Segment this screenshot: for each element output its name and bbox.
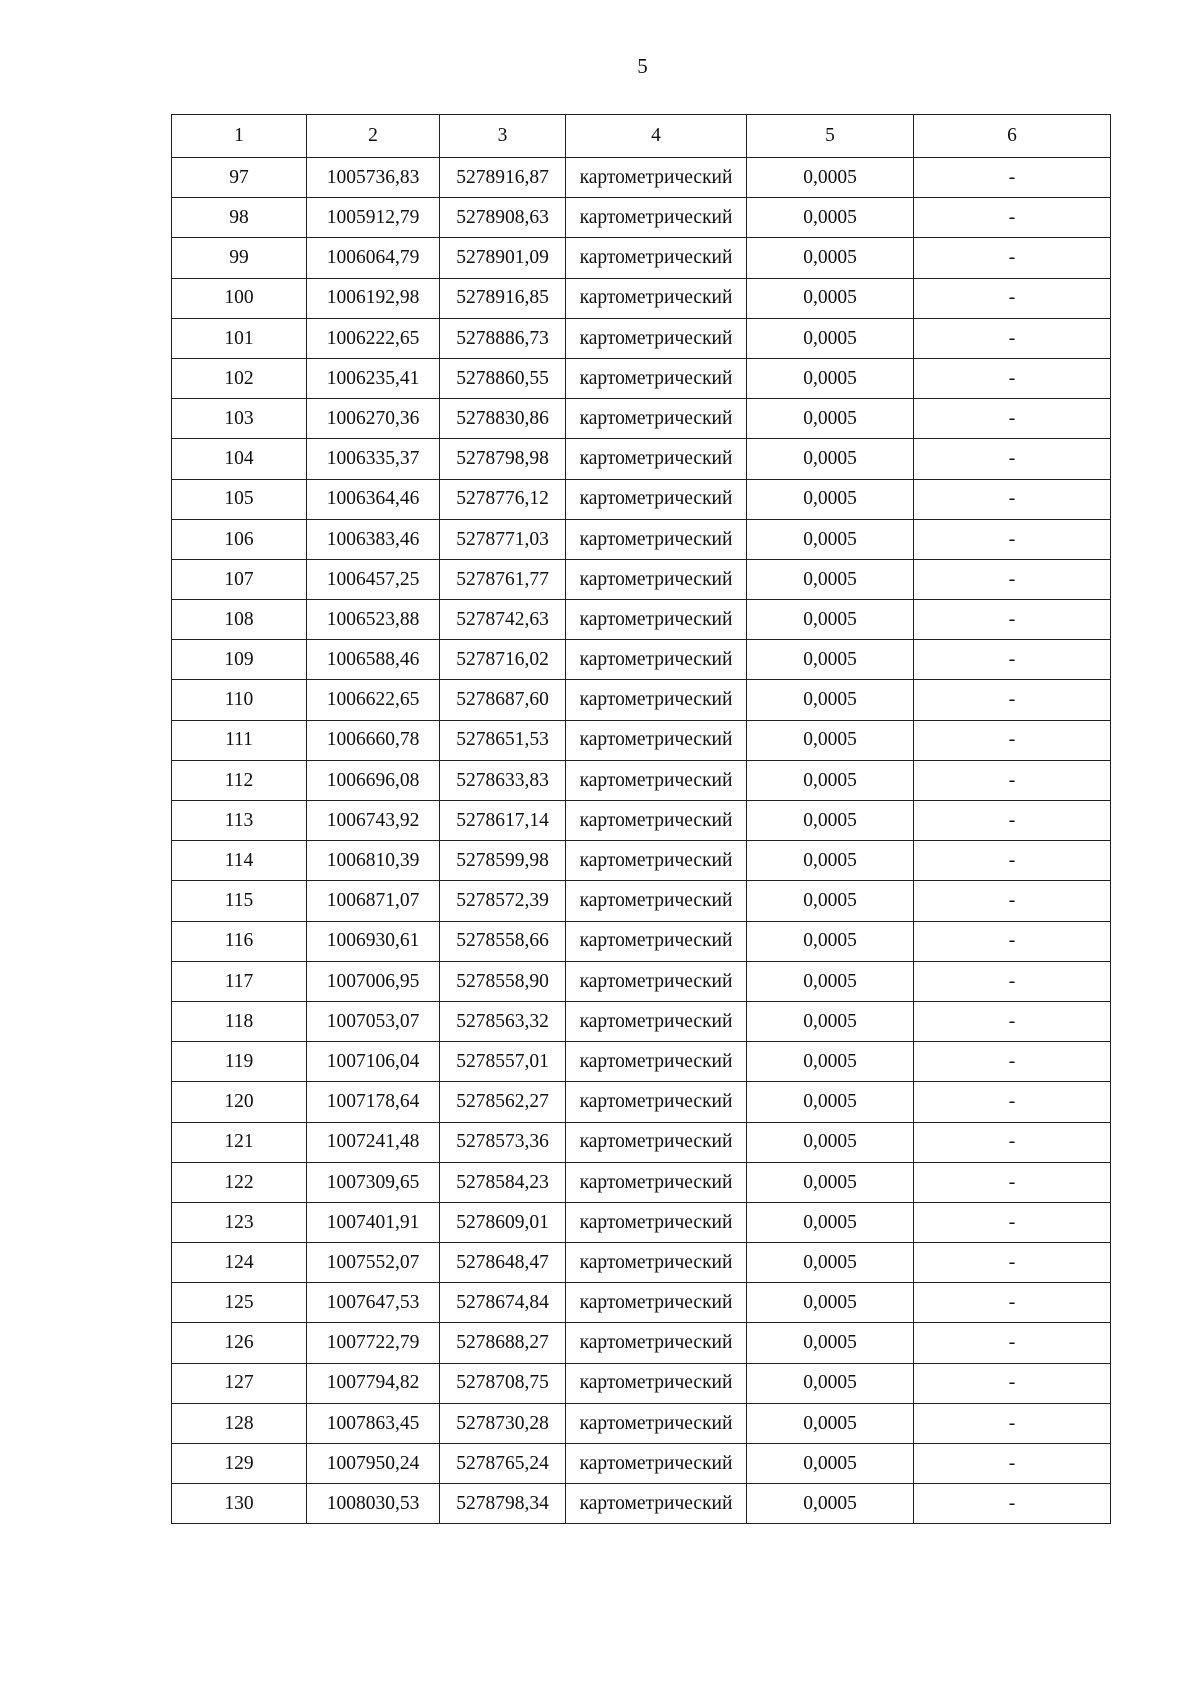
y-coordinate-cell: 5278687,60	[440, 680, 566, 720]
accuracy-cell: 0,0005	[747, 841, 914, 881]
table-row	[172, 1122, 1111, 1162]
point-number-cell: 117	[172, 961, 307, 1001]
description-cell: -	[914, 399, 1111, 439]
x-coordinate-cell: 1007106,04	[307, 1042, 440, 1082]
table-row	[172, 1243, 1111, 1283]
table-row	[172, 1042, 1111, 1082]
accuracy-cell: 0,0005	[747, 1484, 914, 1524]
method-cell: картометрический	[566, 1444, 747, 1484]
accuracy-cell: 0,0005	[747, 760, 914, 800]
description-cell: -	[914, 519, 1111, 559]
x-coordinate-cell: 1007863,45	[307, 1403, 440, 1443]
description-cell: -	[914, 1082, 1111, 1122]
x-coordinate-cell: 1007794,82	[307, 1363, 440, 1403]
method-cell: картометрический	[566, 1162, 747, 1202]
description-cell: -	[914, 1403, 1111, 1443]
y-coordinate-cell: 5278860,55	[440, 358, 566, 398]
x-coordinate-cell: 1007552,07	[307, 1243, 440, 1283]
point-number-cell: 115	[172, 881, 307, 921]
method-cell: картометрический	[566, 399, 747, 439]
column-header: 5	[747, 115, 914, 158]
x-coordinate-cell: 1006235,41	[307, 358, 440, 398]
y-coordinate-cell: 5278558,66	[440, 921, 566, 961]
table-row	[172, 801, 1111, 841]
accuracy-cell: 0,0005	[747, 1162, 914, 1202]
point-number-cell: 104	[172, 439, 307, 479]
y-coordinate-cell: 5278716,02	[440, 640, 566, 680]
point-number-cell: 100	[172, 278, 307, 318]
y-coordinate-cell: 5278609,01	[440, 1202, 566, 1242]
table-row	[172, 720, 1111, 760]
y-coordinate-cell: 5278572,39	[440, 881, 566, 921]
point-number-cell: 121	[172, 1122, 307, 1162]
point-number-cell: 111	[172, 720, 307, 760]
accuracy-cell: 0,0005	[747, 1403, 914, 1443]
y-coordinate-cell: 5278563,32	[440, 1001, 566, 1041]
x-coordinate-cell: 1006192,98	[307, 278, 440, 318]
method-cell: картометрический	[566, 1001, 747, 1041]
accuracy-cell: 0,0005	[747, 238, 914, 278]
table-row	[172, 1403, 1111, 1443]
x-coordinate-cell: 1006930,61	[307, 921, 440, 961]
description-cell: -	[914, 1001, 1111, 1041]
accuracy-cell: 0,0005	[747, 1323, 914, 1363]
point-number-cell: 126	[172, 1323, 307, 1363]
table-body	[172, 158, 1111, 1524]
description-cell: -	[914, 881, 1111, 921]
x-coordinate-cell: 1006270,36	[307, 399, 440, 439]
table-row	[172, 961, 1111, 1001]
description-cell: -	[914, 1202, 1111, 1242]
y-coordinate-cell: 5278584,23	[440, 1162, 566, 1202]
description-cell: -	[914, 278, 1111, 318]
description-cell: -	[914, 1484, 1111, 1524]
accuracy-cell: 0,0005	[747, 479, 914, 519]
accuracy-cell: 0,0005	[747, 720, 914, 760]
x-coordinate-cell: 1007241,48	[307, 1122, 440, 1162]
table-row	[172, 600, 1111, 640]
x-coordinate-cell: 1006660,78	[307, 720, 440, 760]
page-number: 5	[637, 54, 648, 78]
x-coordinate-cell: 1006810,39	[307, 841, 440, 881]
point-number-cell: 107	[172, 559, 307, 599]
x-coordinate-cell: 1006457,25	[307, 559, 440, 599]
table-row	[172, 519, 1111, 559]
y-coordinate-cell: 5278633,83	[440, 760, 566, 800]
point-number-cell: 108	[172, 600, 307, 640]
x-coordinate-cell: 1008030,53	[307, 1484, 440, 1524]
method-cell: картометрический	[566, 158, 747, 198]
method-cell: картометрический	[566, 841, 747, 881]
point-number-cell: 109	[172, 640, 307, 680]
x-coordinate-cell: 1006871,07	[307, 881, 440, 921]
point-number-cell: 130	[172, 1484, 307, 1524]
x-coordinate-cell: 1007309,65	[307, 1162, 440, 1202]
table-row	[172, 680, 1111, 720]
method-cell: картометрический	[566, 318, 747, 358]
table-row	[172, 439, 1111, 479]
y-coordinate-cell: 5278573,36	[440, 1122, 566, 1162]
y-coordinate-cell: 5278901,09	[440, 238, 566, 278]
method-cell: картометрический	[566, 600, 747, 640]
table-row	[172, 1444, 1111, 1484]
method-cell: картометрический	[566, 680, 747, 720]
column-header: 2	[307, 115, 440, 158]
point-number-cell: 106	[172, 519, 307, 559]
x-coordinate-cell: 1007722,79	[307, 1323, 440, 1363]
y-coordinate-cell: 5278916,87	[440, 158, 566, 198]
point-number-cell: 125	[172, 1283, 307, 1323]
y-coordinate-cell: 5278776,12	[440, 479, 566, 519]
accuracy-cell: 0,0005	[747, 1202, 914, 1242]
method-cell: картометрический	[566, 961, 747, 1001]
y-coordinate-cell: 5278648,47	[440, 1243, 566, 1283]
point-number-cell: 102	[172, 358, 307, 398]
x-coordinate-cell: 1006383,46	[307, 519, 440, 559]
method-cell: картометрический	[566, 278, 747, 318]
method-cell: картометрический	[566, 881, 747, 921]
table-row	[172, 1283, 1111, 1323]
x-coordinate-cell: 1007178,64	[307, 1082, 440, 1122]
y-coordinate-cell: 5278730,28	[440, 1403, 566, 1443]
point-number-cell: 123	[172, 1202, 307, 1242]
method-cell: картометрический	[566, 1323, 747, 1363]
method-cell: картометрический	[566, 1082, 747, 1122]
table-row	[172, 198, 1111, 238]
description-cell: -	[914, 479, 1111, 519]
accuracy-cell: 0,0005	[747, 358, 914, 398]
column-header: 4	[566, 115, 747, 158]
description-cell: -	[914, 198, 1111, 238]
accuracy-cell: 0,0005	[747, 961, 914, 1001]
point-number-cell: 119	[172, 1042, 307, 1082]
description-cell: -	[914, 158, 1111, 198]
point-number-cell: 99	[172, 238, 307, 278]
point-number-cell: 120	[172, 1082, 307, 1122]
description-cell: -	[914, 841, 1111, 881]
y-coordinate-cell: 5278562,27	[440, 1082, 566, 1122]
table-row	[172, 1484, 1111, 1524]
description-cell: -	[914, 720, 1111, 760]
method-cell: картометрический	[566, 720, 747, 760]
table-row	[172, 238, 1111, 278]
x-coordinate-cell: 1006696,08	[307, 760, 440, 800]
x-coordinate-cell: 1005912,79	[307, 198, 440, 238]
x-coordinate-cell: 1006743,92	[307, 801, 440, 841]
point-number-cell: 122	[172, 1162, 307, 1202]
table-row	[172, 760, 1111, 800]
method-cell: картометрический	[566, 1243, 747, 1283]
description-cell: -	[914, 1243, 1111, 1283]
table-row	[172, 1001, 1111, 1041]
table-row	[172, 318, 1111, 358]
y-coordinate-cell: 5278557,01	[440, 1042, 566, 1082]
table-row	[172, 881, 1111, 921]
accuracy-cell: 0,0005	[747, 1122, 914, 1162]
description-cell: -	[914, 1042, 1111, 1082]
table-row	[172, 841, 1111, 881]
y-coordinate-cell: 5278916,85	[440, 278, 566, 318]
table-row	[172, 399, 1111, 439]
method-cell: картометрический	[566, 358, 747, 398]
description-cell: -	[914, 640, 1111, 680]
x-coordinate-cell: 1005736,83	[307, 158, 440, 198]
accuracy-cell: 0,0005	[747, 1042, 914, 1082]
method-cell: картометрический	[566, 1283, 747, 1323]
point-number-cell: 127	[172, 1363, 307, 1403]
accuracy-cell: 0,0005	[747, 198, 914, 238]
x-coordinate-cell: 1006588,46	[307, 640, 440, 680]
accuracy-cell: 0,0005	[747, 399, 914, 439]
description-cell: -	[914, 358, 1111, 398]
method-cell: картометрический	[566, 1122, 747, 1162]
accuracy-cell: 0,0005	[747, 1243, 914, 1283]
table-row	[172, 921, 1111, 961]
method-cell: картометрический	[566, 238, 747, 278]
method-cell: картометрический	[566, 479, 747, 519]
x-coordinate-cell: 1007006,95	[307, 961, 440, 1001]
description-cell: -	[914, 801, 1111, 841]
description-cell: -	[914, 1122, 1111, 1162]
description-cell: -	[914, 760, 1111, 800]
description-cell: -	[914, 1283, 1111, 1323]
method-cell: картометрический	[566, 1202, 747, 1242]
x-coordinate-cell: 1007053,07	[307, 1001, 440, 1041]
point-number-cell: 103	[172, 399, 307, 439]
description-cell: -	[914, 1162, 1111, 1202]
point-number-cell: 114	[172, 841, 307, 881]
table-row	[172, 278, 1111, 318]
y-coordinate-cell: 5278742,63	[440, 600, 566, 640]
x-coordinate-cell: 1007401,91	[307, 1202, 440, 1242]
table-row	[172, 1082, 1111, 1122]
accuracy-cell: 0,0005	[747, 318, 914, 358]
accuracy-cell: 0,0005	[747, 158, 914, 198]
method-cell: картометрический	[566, 921, 747, 961]
description-cell: -	[914, 680, 1111, 720]
point-number-cell: 124	[172, 1243, 307, 1283]
point-number-cell: 118	[172, 1001, 307, 1041]
accuracy-cell: 0,0005	[747, 881, 914, 921]
point-number-cell: 112	[172, 760, 307, 800]
method-cell: картометрический	[566, 1484, 747, 1524]
table-row	[172, 640, 1111, 680]
x-coordinate-cell: 1006222,65	[307, 318, 440, 358]
y-coordinate-cell: 5278798,98	[440, 439, 566, 479]
y-coordinate-cell: 5278771,03	[440, 519, 566, 559]
table-header	[172, 115, 1111, 158]
accuracy-cell: 0,0005	[747, 921, 914, 961]
column-header: 1	[172, 115, 307, 158]
table-row	[172, 358, 1111, 398]
method-cell: картометрический	[566, 801, 747, 841]
x-coordinate-cell: 1006622,65	[307, 680, 440, 720]
description-cell: -	[914, 600, 1111, 640]
y-coordinate-cell: 5278688,27	[440, 1323, 566, 1363]
accuracy-cell: 0,0005	[747, 439, 914, 479]
point-number-cell: 97	[172, 158, 307, 198]
y-coordinate-cell: 5278674,84	[440, 1283, 566, 1323]
accuracy-cell: 0,0005	[747, 278, 914, 318]
point-number-cell: 128	[172, 1403, 307, 1443]
column-header: 6	[914, 115, 1111, 158]
description-cell: -	[914, 961, 1111, 1001]
description-cell: -	[914, 921, 1111, 961]
description-cell: -	[914, 238, 1111, 278]
x-coordinate-cell: 1006064,79	[307, 238, 440, 278]
x-coordinate-cell: 1006523,88	[307, 600, 440, 640]
y-coordinate-cell: 5278558,90	[440, 961, 566, 1001]
method-cell: картометрический	[566, 439, 747, 479]
y-coordinate-cell: 5278908,63	[440, 198, 566, 238]
point-number-cell: 105	[172, 479, 307, 519]
column-header: 3	[440, 115, 566, 158]
table-row	[172, 1363, 1111, 1403]
y-coordinate-cell: 5278886,73	[440, 318, 566, 358]
method-cell: картометрический	[566, 1403, 747, 1443]
table-row	[172, 1162, 1111, 1202]
accuracy-cell: 0,0005	[747, 640, 914, 680]
point-number-cell: 113	[172, 801, 307, 841]
method-cell: картометрический	[566, 760, 747, 800]
point-number-cell: 98	[172, 198, 307, 238]
table-row	[172, 1323, 1111, 1363]
table-row	[172, 1202, 1111, 1242]
y-coordinate-cell: 5278599,98	[440, 841, 566, 881]
description-cell: -	[914, 1323, 1111, 1363]
coordinates-table	[171, 114, 1111, 1524]
method-cell: картометрический	[566, 198, 747, 238]
x-coordinate-cell: 1007950,24	[307, 1444, 440, 1484]
y-coordinate-cell: 5278708,75	[440, 1363, 566, 1403]
x-coordinate-cell: 1006335,37	[307, 439, 440, 479]
description-cell: -	[914, 1444, 1111, 1484]
point-number-cell: 129	[172, 1444, 307, 1484]
y-coordinate-cell: 5278765,24	[440, 1444, 566, 1484]
y-coordinate-cell: 5278761,77	[440, 559, 566, 599]
table-row	[172, 158, 1111, 198]
method-cell: картометрический	[566, 1042, 747, 1082]
description-cell: -	[914, 1363, 1111, 1403]
description-cell: -	[914, 559, 1111, 599]
y-coordinate-cell: 5278617,14	[440, 801, 566, 841]
table-row	[172, 559, 1111, 599]
x-coordinate-cell: 1006364,46	[307, 479, 440, 519]
point-number-cell: 110	[172, 680, 307, 720]
header-row	[172, 115, 1111, 158]
accuracy-cell: 0,0005	[747, 1444, 914, 1484]
accuracy-cell: 0,0005	[747, 559, 914, 599]
accuracy-cell: 0,0005	[747, 600, 914, 640]
method-cell: картометрический	[566, 559, 747, 599]
point-number-cell: 116	[172, 921, 307, 961]
description-cell: -	[914, 318, 1111, 358]
accuracy-cell: 0,0005	[747, 519, 914, 559]
accuracy-cell: 0,0005	[747, 1283, 914, 1323]
y-coordinate-cell: 5278798,34	[440, 1484, 566, 1524]
method-cell: картометрический	[566, 519, 747, 559]
method-cell: картометрический	[566, 1363, 747, 1403]
accuracy-cell: 0,0005	[747, 1082, 914, 1122]
y-coordinate-cell: 5278830,86	[440, 399, 566, 439]
accuracy-cell: 0,0005	[747, 680, 914, 720]
accuracy-cell: 0,0005	[747, 1363, 914, 1403]
accuracy-cell: 0,0005	[747, 1001, 914, 1041]
method-cell: картометрический	[566, 640, 747, 680]
description-cell: -	[914, 439, 1111, 479]
table-row	[172, 479, 1111, 519]
y-coordinate-cell: 5278651,53	[440, 720, 566, 760]
accuracy-cell: 0,0005	[747, 801, 914, 841]
x-coordinate-cell: 1007647,53	[307, 1283, 440, 1323]
point-number-cell: 101	[172, 318, 307, 358]
